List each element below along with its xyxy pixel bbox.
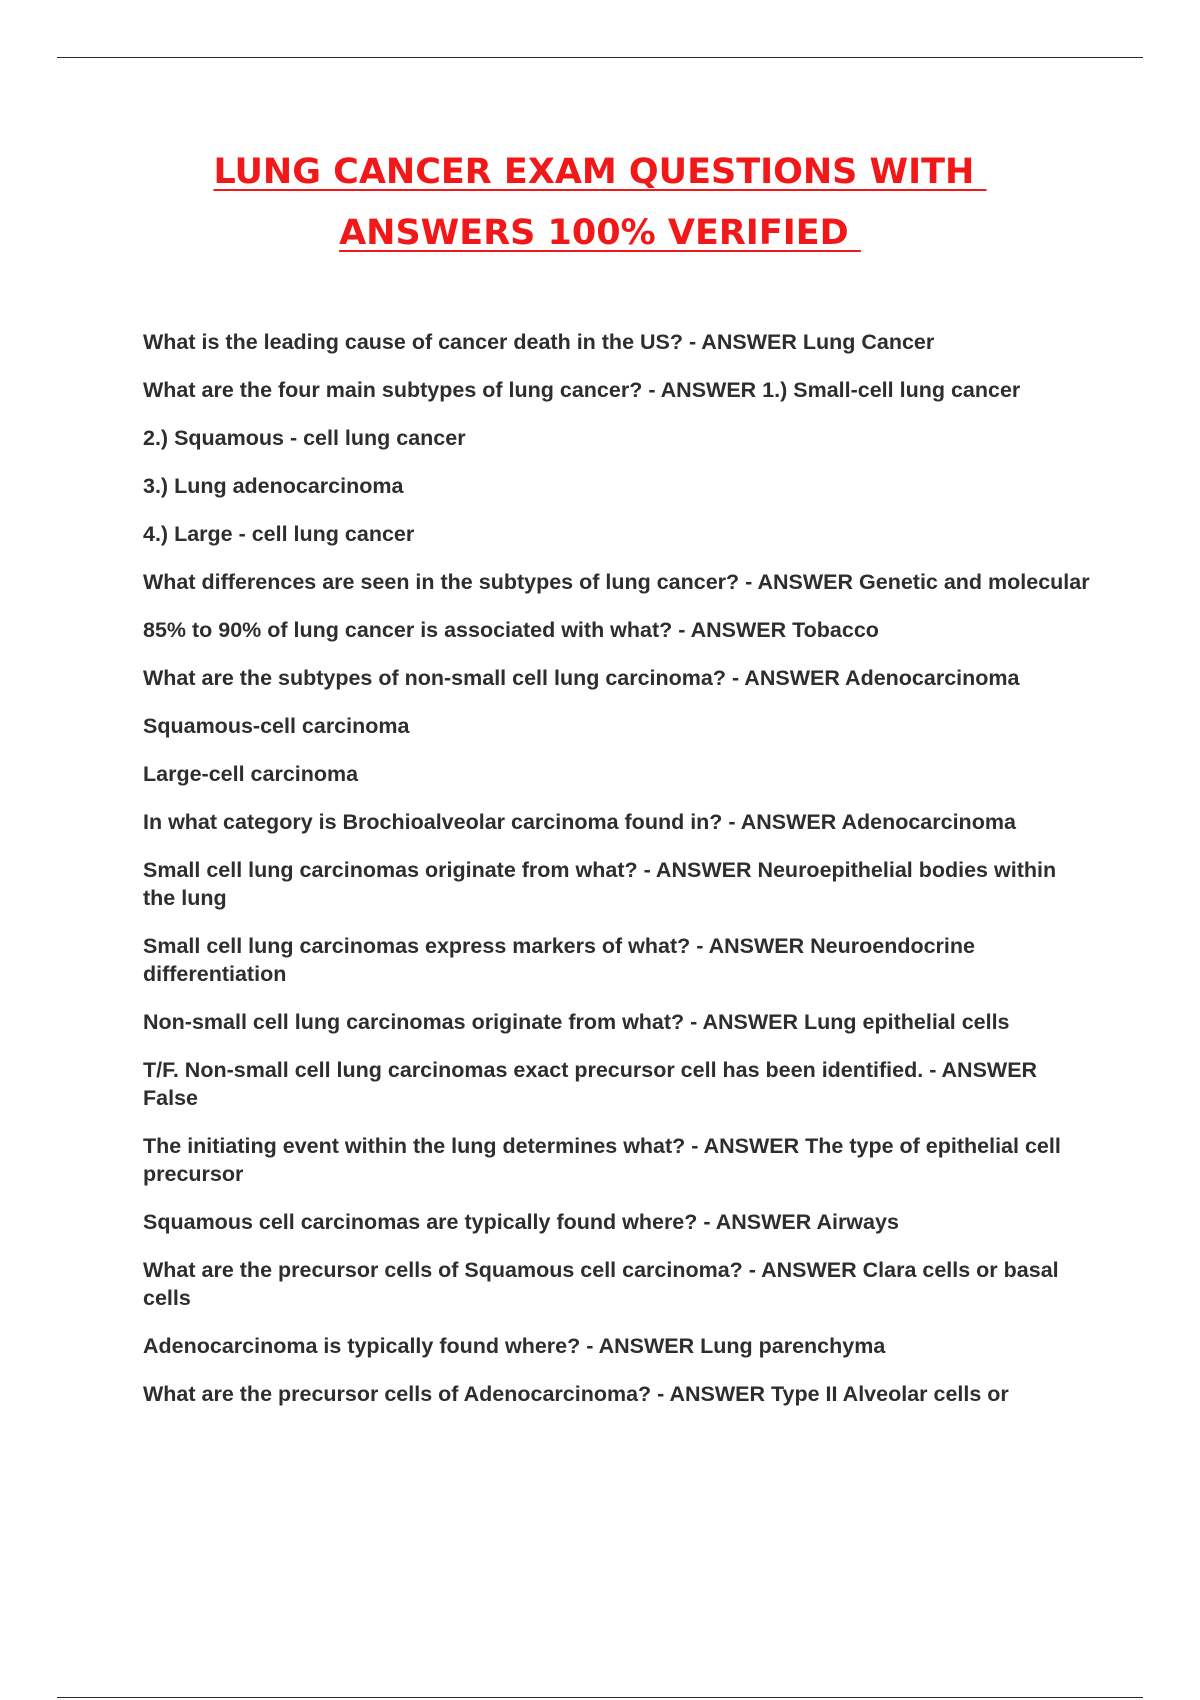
qa-paragraph: 3.) Lung adenocarcinoma [143, 474, 404, 498]
qa-paragraph: Squamous cell carcinomas are typically found where? - ANSWER Airways [143, 1210, 899, 1234]
qa-paragraph: The initiating event within the lung determines what? - ANSWER The type of epithelial cell precursor [143, 1134, 1061, 1186]
qa-paragraph: Small cell lung carcinomas originate from what? - ANSWER Neuroepithelial bodies within the lung [143, 858, 1057, 910]
qa-paragraph: Small cell lung carcinomas express markers of what? - ANSWER Neuroendocrine differentiation [143, 934, 975, 986]
qa-paragraph: Adenocarcinoma is typically found where? - ANSWER Lung parenchyma [143, 1334, 886, 1358]
qa-paragraph: Non-small cell lung carcinomas originate from what? - ANSWER Lung epithelial cells [143, 1010, 1010, 1034]
qa-paragraph: In what category is Brochioalveolar carcinoma found in? - ANSWER Adenocarcinoma [143, 810, 1016, 834]
qa-paragraph: What are the precursor cells of Adenocarcinoma? - ANSWER Type II Alveolar cells or [143, 1382, 1009, 1406]
title-line-2: ANSWERS 100% VERIFIED [339, 213, 861, 253]
header-rule [57, 57, 1143, 58]
qa-list [143, 328, 1093, 1428]
document-title [0, 142, 1200, 264]
qa-paragraph: What are the four main subtypes of lung cancer? - ANSWER 1.) Small-cell lung cancer [143, 378, 1021, 402]
qa-paragraph: What is the leading cause of cancer death in the US? - ANSWER Lung Cancer [143, 330, 935, 354]
qa-paragraph: T/F. Non-small cell lung carcinomas exact precursor cell has been identified. - ANSWER False [143, 1058, 1038, 1110]
qa-paragraph: 85% to 90% of lung cancer is associated with what? - ANSWER Tobacco [143, 618, 879, 642]
qa-paragraph: 2.) Squamous - cell lung cancer [143, 426, 466, 450]
qa-paragraph: Squamous-cell carcinoma [143, 714, 410, 738]
title-line-1: LUNG CANCER EXAM QUESTIONS WITH [213, 152, 987, 192]
qa-paragraph: What are the subtypes of non-small cell lung carcinoma? - ANSWER Adenocarcinoma [143, 666, 1020, 690]
qa-paragraph: 4.) Large - cell lung cancer [143, 522, 415, 546]
footer-rule [57, 1697, 1143, 1698]
qa-paragraph: What are the precursor cells of Squamous cell carcinoma? - ANSWER Clara cells or basal cells [143, 1258, 1059, 1310]
qa-paragraph: Large-cell carcinoma [143, 762, 359, 786]
qa-paragraph: What differences are seen in the subtypes of lung cancer? - ANSWER Genetic and molecular [143, 570, 1090, 594]
